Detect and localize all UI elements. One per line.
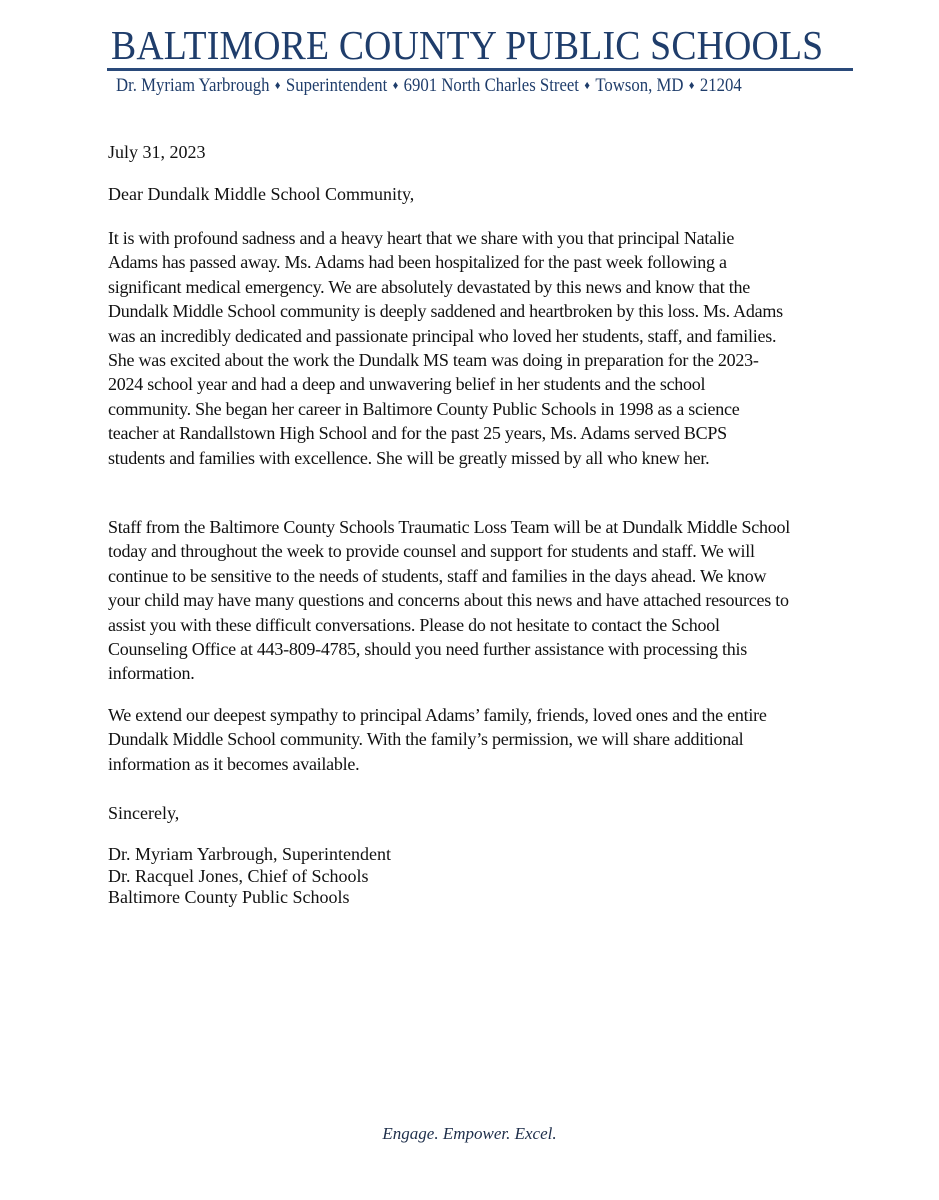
closing: Sincerely, [108, 803, 180, 823]
text-line: Dundalk Middle School community. With the family’s permission, we will share additional [108, 729, 744, 750]
text-line: your child may have many questions and concerns about this news and have attached resources to [108, 590, 789, 611]
signature-block [108, 844, 391, 909]
text-line: She was excited about the work the Dundalk MS team was doing in preparation for the 2023- [108, 350, 759, 371]
signature-chief-of-schools: Dr. Racquel Jones, Chief of Schools [108, 865, 369, 886]
salutation: Dear Dundalk Middle School Community, [108, 184, 415, 204]
text-line: today and throughout the week to provide counsel and support for students and staff. We will [108, 541, 755, 562]
diamond-separator-icon: ♦ [274, 78, 281, 92]
paragraph-announcement [108, 226, 852, 470]
letter-body [108, 140, 852, 907]
signature-superintendent: Dr. Myriam Yarbrough, Superintendent [108, 844, 391, 864]
text-line: We extend our deepest sympathy to principal Adams’ family, friends, loved ones and the entire [108, 705, 767, 725]
text-line: community. She began her career in Baltimore County Public Schools in 1998 as a science [108, 398, 740, 419]
diamond-separator-icon: ♦ [584, 78, 590, 92]
letterhead-address [116, 74, 772, 97]
text-line: was an incredibly dedicated and passionate principal who loved her students, staff, and families. [108, 325, 777, 346]
superintendent-title: Superintendent [285, 76, 388, 96]
signature-organization: Baltimore County Public Schools [108, 887, 350, 907]
letterhead-divider [107, 68, 853, 71]
street-address: 6901 North Charles Street [403, 76, 579, 96]
diamond-separator-icon: ♦ [392, 78, 399, 92]
letter-date: July 31, 2023 [108, 142, 206, 162]
footer-motto: Engage. Empower. Excel. [382, 1124, 557, 1143]
organization-name: BALTIMORE COUNTY PUBLIC SCHOOLS [111, 22, 824, 68]
superintendent-name: Dr. Myriam Yarbrough [116, 76, 270, 96]
city-state: Towson, MD [595, 76, 684, 96]
text-line: Adams has passed away. Ms. Adams had been hospitalized for the past week following a [108, 252, 727, 273]
paragraph-support [108, 515, 852, 686]
diamond-separator-icon: ♦ [688, 78, 695, 92]
text-line: Staff from the Baltimore County Schools Traumatic Loss Team will be at Dundalk Middle School [108, 517, 791, 537]
text-line: information as it becomes available. [108, 753, 360, 774]
text-line: Dundalk Middle School community is deeply saddened and heartbroken by this loss. Ms. Adams [108, 301, 783, 322]
text-line: significant medical emergency. We are absolutely devastated by this news and know that the [108, 276, 751, 297]
text-line: assist you with these difficult conversations. Please do not hesitate to contact the School [108, 614, 720, 635]
text-line: Counseling Office at 443-809-4785, should you need further assistance with processing this [108, 639, 748, 660]
text-line: It is with profound sadness and a heavy heart that we share with you that principal Natalie [108, 228, 735, 248]
text-line: information. [108, 663, 195, 684]
text-line: continue to be sensitive to the needs of students, staff and families in the days ahead. We know [108, 565, 767, 586]
text-line: students and families with excellence. She will be greatly missed by all who knew her. [108, 447, 710, 468]
paragraph-sympathy [108, 703, 852, 776]
text-line: 2024 school year and had a deep and unwavering belief in her students and the school [108, 374, 706, 395]
zip-code: 21204 [699, 76, 742, 96]
text-line: teacher at Randallstown High School and for the past 25 years, Ms. Adams served BCPS [108, 423, 727, 444]
